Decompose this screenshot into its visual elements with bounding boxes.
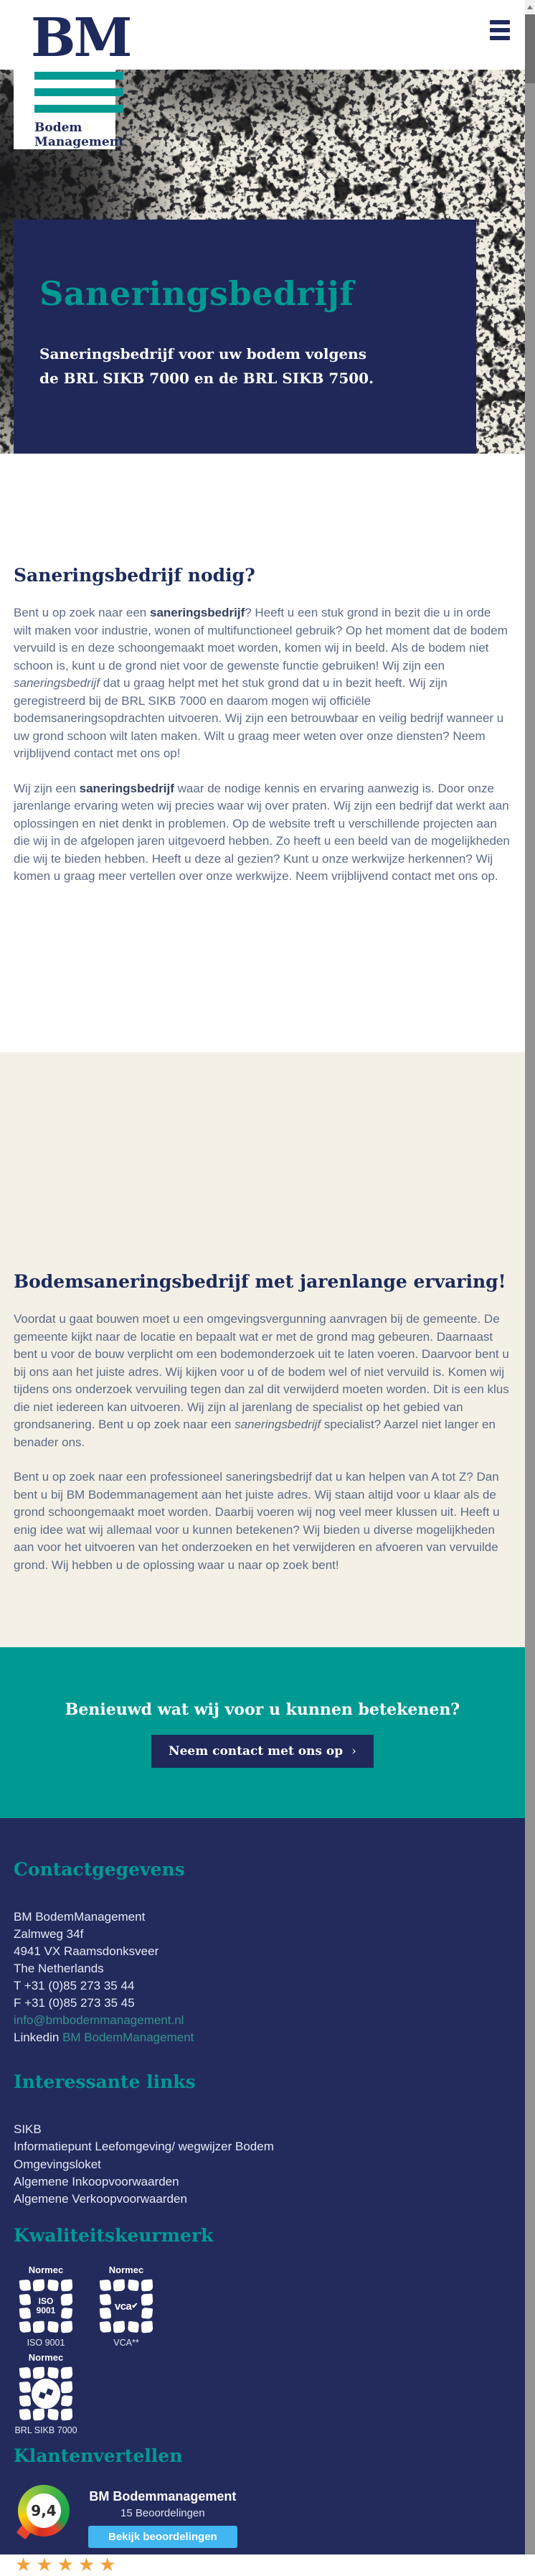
footer-contact-heading: Contactgegevens bbox=[14, 1859, 185, 1880]
mosaic-tile bbox=[60, 2381, 72, 2393]
footer-quality-heading: Kwaliteitskeurmerk bbox=[14, 2225, 214, 2247]
review-score: 9,4 bbox=[27, 2493, 61, 2528]
hamburger-menu-icon[interactable] bbox=[490, 20, 510, 40]
hero-subtitle: Saneringsbedrijf voor uw bodem volgens de BRL SIKB 7000 en de BRL SIKB 7500. bbox=[39, 345, 374, 387]
footer-reviews-heading: Klantenvertellen bbox=[14, 2445, 183, 2467]
normec-mosaic-icon: vca ✔ bbox=[100, 2280, 153, 2333]
mosaic-tile bbox=[19, 2381, 32, 2393]
mosaic-tile bbox=[141, 2321, 153, 2333]
logo-stripes bbox=[34, 72, 123, 121]
hero-card bbox=[14, 220, 476, 454]
mosaic-tile bbox=[47, 2280, 59, 2292]
badge-brl-sikb-7000: Normec BRL SIKB 7000 bbox=[14, 2352, 77, 2436]
mosaic-tile bbox=[19, 2409, 32, 2421]
sikb-logo-icon bbox=[32, 2379, 60, 2409]
mosaic-tile bbox=[60, 2367, 72, 2379]
section-cta bbox=[0, 1647, 525, 1818]
mosaic-tile bbox=[61, 2308, 73, 2320]
experience-paragraph-1: Voordat u gaat bouwen moet u een omgevingsvergunning aanvragen bij de gemeente. De gemeente kijkt naar de locatie en bepaalt wat er met de grond mag gebeuren. Daarnaast bent u voor de bouw verplicht om een bodemonderzoek uit te laten voeren. Daarvoor bent u bij ons aan het juiste adres. Wij kijken voor u of de bodem wel of niet vervuild is. Komen wij tijdens ons onderzoek vervuiling tegen dan zal dit verwijderd moeten worden. Dit is een klus die niet iedereen kan uitvoeren. Wij zijn al jarenlang de specialist op het gebied van grondsanering. Bent u op zoek naar een saneringsbedrijf specialist? Aarzel niet langer en benader ons. bbox=[14, 1312, 509, 1449]
badge-iso-9001: Normec ISO 9001 ISO 9001 bbox=[14, 2264, 78, 2348]
scrollbar-thumb[interactable] bbox=[525, 14, 535, 83]
mosaic-tile bbox=[60, 2280, 72, 2292]
mosaic-tile bbox=[47, 2321, 59, 2333]
mosaic-tile bbox=[100, 2293, 112, 2305]
footer-links-list bbox=[14, 2121, 511, 2208]
mosaic-tile bbox=[100, 2321, 112, 2333]
logo-stripe bbox=[34, 72, 123, 80]
site-logo[interactable] bbox=[14, 0, 131, 150]
quality-badges bbox=[14, 2264, 171, 2435]
mosaic-tile bbox=[19, 2395, 32, 2407]
mosaic-tile bbox=[60, 2409, 72, 2421]
footer-link-verkoopvoorwaarden[interactable]: Algemene Verkoopvoorwaarden bbox=[14, 2192, 187, 2206]
footer-link-omgevingsloket[interactable]: Omgevingsloket bbox=[14, 2157, 101, 2171]
footer bbox=[0, 1818, 525, 2576]
mosaic-tile bbox=[100, 2308, 112, 2320]
contact-country: The Netherlands bbox=[14, 1962, 104, 1975]
hamburger-bar bbox=[490, 28, 510, 32]
badge-vca: Normec vca ✔ VCA** bbox=[94, 2264, 158, 2348]
mosaic-tile bbox=[127, 2280, 139, 2292]
mosaic-tile bbox=[141, 2308, 153, 2320]
scrollbar-up-arrow[interactable] bbox=[525, 0, 535, 14]
page-title: Saneringsbedrijf bbox=[39, 274, 354, 313]
mosaic-tile bbox=[61, 2395, 73, 2407]
section-intro bbox=[0, 454, 525, 1052]
footer-link-sikb[interactable]: SIKB bbox=[14, 2122, 42, 2136]
scrollbar[interactable] bbox=[525, 0, 535, 2554]
contact-phone: T +31 (0)85 273 35 44 bbox=[14, 1979, 135, 1992]
linkedin-label: Linkedin bbox=[14, 2031, 60, 2044]
normec-mosaic-icon: ISO 9001 bbox=[19, 2280, 72, 2333]
logo-stripe bbox=[34, 105, 123, 113]
mosaic-tile bbox=[33, 2409, 45, 2421]
mosaic-tile bbox=[33, 2367, 45, 2379]
chevron-right-icon: › bbox=[351, 1744, 356, 1758]
intro-heading: Saneringsbedrijf nodig? bbox=[14, 565, 255, 586]
mosaic-tile bbox=[47, 2409, 59, 2421]
contact-city: 4941 VX Raamsdonksveer bbox=[14, 1944, 159, 1958]
mosaic-tile bbox=[100, 2280, 112, 2292]
mosaic-tile bbox=[60, 2321, 72, 2333]
footer-link-informatiepunt[interactable]: Informatiepunt Leefomgeving/ wegwijzer Bodem bbox=[14, 2140, 274, 2154]
logo-name: Bodem Management bbox=[34, 121, 124, 150]
mosaic-tile bbox=[19, 2321, 32, 2333]
linkedin-link[interactable]: BM BodemManagement bbox=[62, 2031, 194, 2044]
hamburger-bar bbox=[490, 36, 510, 40]
contact-fax: F +31 (0)85 273 35 45 bbox=[14, 1996, 135, 2010]
experience-paragraph-2: Bent u op zoek naar een professioneel saneringsbedrijf dat u kan helpen van A tot Z? Dan bent u bij BM Bodemmanagement aan het juiste adres. Wij staan altijd voor u klaar als de grond schoongemaakt moet worden. Daarbij voeren wij nog veel meer klussen uit. Heeft u enig idee wat wij allemaal voor u kunnen betekenen? Wij bieden u diverse mogelijkheden aan voor het uitvoeren van het onderzoeken en het verwijderen en afvoeren van vervuilde grond. Wij hebben u de oplossing waar u naar op zoek bent! bbox=[14, 1470, 500, 1572]
logo-initials: BM bbox=[31, 7, 131, 69]
mosaic-tile bbox=[113, 2321, 126, 2333]
normec-mosaic-icon bbox=[19, 2367, 72, 2420]
vca-check-icon: ✔ bbox=[131, 2302, 138, 2311]
mosaic-tile bbox=[19, 2308, 32, 2320]
mosaic-tile bbox=[19, 2367, 32, 2379]
mosaic-tile bbox=[33, 2321, 45, 2333]
email-link[interactable]: info@bmbodemmanagement.nl bbox=[14, 2013, 184, 2027]
contact-street: Zalmweg 34f bbox=[14, 1927, 84, 1941]
review-score-badge-icon bbox=[18, 2485, 74, 2541]
mosaic-tile bbox=[127, 2321, 139, 2333]
intro-paragraph-1: Bent u op zoek naar een saneringsbedrijf? Heeft u een stuk grond in bezit die u in orde wilt maken voor industrie, wonen of multifunctioneel gebruik? Op het moment dat de bodem vervuild is en deze schoongemaakt moet worden, komen wij in beeld. Als de bodem niet schoon is, kunt u de grond niet voor de gewenste functie gebruiken! Wij zijn een saneringsbedrijf dat u graag helpt met het stuk grond dat u in bezit heeft. Wij zijn geregistreerd bij de BRL SIKB 7000 en daarom mogen wij officiële bodemsaneringsopdrachten uitvoeren. Wij zijn een betrouwbaar en veilig bedrijf wanneer u uw grond schoon wilt laten maken. Wilt u graag meer weten over onze diensten? Neem vrijblijvend contact met ons op! bbox=[14, 606, 508, 760]
experience-heading: Bodemsaneringsbedrijf met jarenlange ervaring! bbox=[14, 1271, 506, 1292]
contact-company: BM BodemManagement bbox=[14, 1910, 146, 1924]
view-reviews-button[interactable]: Bekijk beoordelingen bbox=[88, 2526, 237, 2548]
up-arrow-icon bbox=[527, 5, 533, 9]
hamburger-bar bbox=[490, 20, 510, 24]
review-company: BM Bodemmanagement bbox=[89, 2489, 237, 2504]
mosaic-tile bbox=[60, 2293, 72, 2305]
mosaic-tile bbox=[141, 2293, 153, 2305]
cta-heading: Benieuwd wat wij voor u kunnen betekenen? bbox=[65, 1700, 460, 1719]
mosaic-tile bbox=[141, 2280, 153, 2292]
intro-paragraph-2: Wij zijn een saneringsbedrijf waar de nodige kennis en ervaring aanwezig is. Door onze jarenlange ervaring weten wij precies waar wij over praten. Wij zijn een bedrijf dat werkt aan oplossingen en niet denkt in problemen. Op de website treft u verschillende projecten aan die wij in de afgelopen jaren uitgevoerd hebben. Zo heeft u een beeld van de mogelijkheden die wij te bieden hebben. Heeft u deze al gezien? Kunt u onze werkwijze herkennen? Wij komen u graag meer vertellen over onze werkwijze. Neem vrijblijvend contact met ons op. bbox=[14, 781, 510, 883]
mosaic-tile bbox=[19, 2280, 32, 2292]
mosaic-tile bbox=[33, 2280, 45, 2292]
mosaic-tile bbox=[47, 2367, 59, 2379]
star-rating-icon: ★★★★★ bbox=[15, 2554, 120, 2576]
mosaic-tile bbox=[113, 2280, 126, 2292]
contact-button[interactable]: Neem contact met ons op › bbox=[151, 1735, 374, 1768]
mosaic-tile bbox=[19, 2293, 32, 2305]
section-experience bbox=[0, 1052, 525, 1647]
logo-stripe bbox=[34, 88, 123, 96]
review-widget bbox=[14, 2485, 511, 2548]
footer-link-inkoopvoorwaarden[interactable]: Algemene Inkoopvoorwaarden bbox=[14, 2174, 179, 2188]
review-count: 15 Beoordelingen bbox=[120, 2507, 205, 2520]
footer-links-heading: Interessante links bbox=[14, 2071, 196, 2092]
